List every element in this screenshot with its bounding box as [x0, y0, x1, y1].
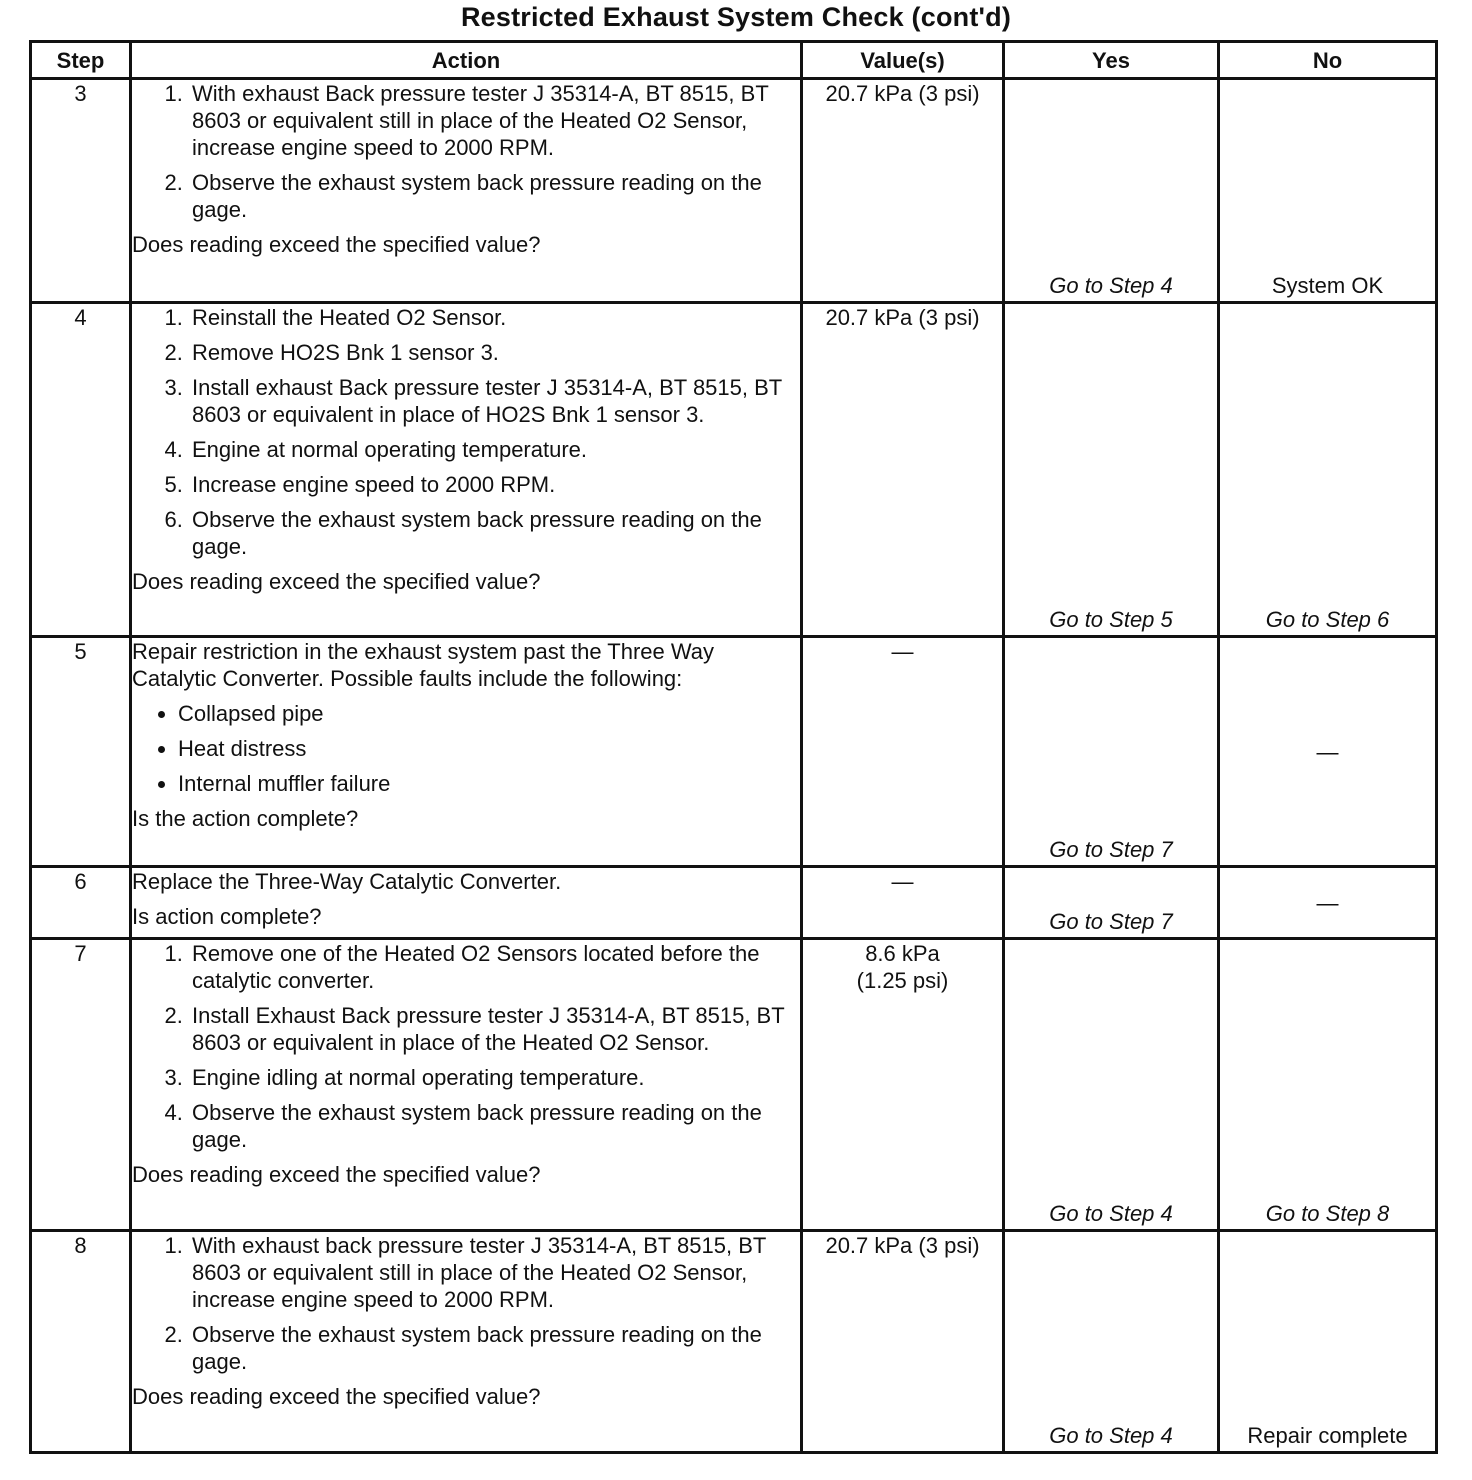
action-cell: [131, 79, 802, 303]
action-cell: [131, 303, 802, 637]
table-row: [31, 939, 1437, 1231]
no-cell: [1219, 303, 1437, 637]
yes-result: Go to Step 7: [1049, 909, 1173, 934]
fault-list: [132, 700, 800, 797]
instruction-item: 3. Engine idling at normal operating temperature.: [189, 1064, 800, 1091]
table-row: [31, 1231, 1437, 1453]
action-text: Replace the Three-Way Catalytic Converter.: [132, 869, 562, 894]
value-cell: —: [802, 867, 1004, 939]
instruction-item: 5. Increase engine speed to 2000 RPM.: [189, 471, 800, 498]
instruction-list: [132, 940, 800, 1153]
no-result: Go to Step 6: [1265, 607, 1390, 632]
instruction-item: 4. Engine at normal operating temperature.: [189, 436, 800, 463]
action-cell: [131, 939, 802, 1231]
instruction-item: 2. Remove HO2S Bnk 1 sensor 3.: [189, 339, 800, 366]
question-text: Is the action complete?: [132, 806, 359, 831]
value-line: 8.6 kPa: [865, 941, 940, 966]
yes-result: Go to Step 4: [1049, 1423, 1173, 1448]
yes-result: Go to Step 4: [1049, 273, 1173, 298]
no-cell: [1219, 939, 1437, 1231]
step-number: 6: [31, 867, 131, 939]
fault-item: • Heat distress: [178, 735, 800, 762]
yes-cell: [1004, 867, 1219, 939]
action-cell: [131, 637, 802, 867]
instruction-item: 2. Observe the exhaust system back pressure reading on the gage.: [189, 1321, 800, 1375]
no-result: —: [1316, 890, 1339, 915]
step-number: 4: [31, 303, 131, 637]
yes-cell: [1004, 939, 1219, 1231]
instruction-item: 3. Install exhaust Back pressure tester J 35314-A, BT 8515, BT 8603 or equivalent in place of HO2S Bnk 1 sensor 3.: [189, 374, 800, 428]
table-row: [31, 79, 1437, 303]
value-cell: 20.7 kPa (3 psi): [802, 1231, 1004, 1453]
question-text: Does reading exceed the specified value?: [132, 1162, 541, 1187]
yes-cell: [1004, 637, 1219, 867]
instruction-list: [132, 1232, 800, 1375]
question-text: Does reading exceed the specified value?: [132, 1384, 541, 1409]
instruction-list: [132, 80, 800, 223]
table-row: [31, 303, 1437, 637]
question-text: Does reading exceed the specified value?: [132, 232, 541, 257]
no-cell: [1219, 1231, 1437, 1453]
table-row: [31, 637, 1437, 867]
instruction-item: 2. Install Exhaust Back pressure tester J 35314-A, BT 8515, BT 8603 or equivalent in place of the Heated O2 Sensor.: [189, 1002, 800, 1056]
value-cell: [802, 939, 1004, 1231]
table-row: [31, 867, 1437, 939]
instruction-item: 1. With exhaust back pressure tester J 35314-A, BT 8515, BT 8603 or equivalent still in place of the Heated O2 Sensor, increase engine speed to 2000 RPM.: [189, 1232, 800, 1313]
instruction-item: 2. Observe the exhaust system back pressure reading on the gage.: [189, 169, 800, 223]
header-step: Step: [31, 42, 131, 79]
instruction-item: 4. Observe the exhaust system back pressure reading on the gage.: [189, 1099, 800, 1153]
page-title: Restricted Exhaust System Check (cont'd): [460, 2, 1012, 32]
instruction-item: 6. Observe the exhaust system back pressure reading on the gage.: [189, 506, 800, 560]
instruction-list: [132, 304, 800, 560]
yes-result: Go to Step 4: [1049, 1201, 1173, 1226]
yes-cell: [1004, 79, 1219, 303]
no-result: Repair complete: [1247, 1423, 1408, 1448]
header-action: Action: [131, 42, 802, 79]
yes-cell: [1004, 303, 1219, 637]
yes-result: Go to Step 5: [1049, 607, 1173, 632]
instruction-item: 1. Remove one of the Heated O2 Sensors located before the catalytic converter.: [189, 940, 800, 994]
action-text: Repair restriction in the exhaust system past the Three Way Catalytic Converter. Possible faults include the following:: [132, 639, 715, 691]
header-no: No: [1219, 42, 1437, 79]
value-cell: 20.7 kPa (3 psi): [802, 303, 1004, 637]
diagnostic-table: [29, 40, 1438, 1454]
instruction-item: 1. Reinstall the Heated O2 Sensor.: [189, 304, 800, 331]
step-number: 7: [31, 939, 131, 1231]
action-cell: [131, 1231, 802, 1453]
value-line: (1.25 psi): [856, 968, 949, 993]
no-result: —: [1316, 739, 1339, 764]
header-row: [31, 42, 1437, 79]
fault-item: • Internal muffler failure: [178, 770, 800, 797]
instruction-item: 1. With exhaust Back pressure tester J 35314-A, BT 8515, BT 8603 or equivalent still in place of the Heated O2 Sensor, increase engine speed to 2000 RPM.: [189, 80, 800, 161]
value-cell: —: [802, 637, 1004, 867]
no-cell: [1219, 867, 1437, 939]
question-text: Does reading exceed the specified value?: [132, 569, 541, 594]
yes-result: Go to Step 7: [1049, 837, 1173, 862]
step-number: 3: [31, 79, 131, 303]
no-result: System OK: [1271, 273, 1384, 298]
no-result: Go to Step 8: [1265, 1201, 1390, 1226]
step-number: 8: [31, 1231, 131, 1453]
header-yes: Yes: [1004, 42, 1219, 79]
question-text: Is action complete?: [132, 904, 322, 929]
yes-cell: [1004, 1231, 1219, 1453]
step-number: 5: [31, 637, 131, 867]
action-cell: [131, 867, 802, 939]
fault-item: • Collapsed pipe: [178, 700, 800, 727]
value-cell: 20.7 kPa (3 psi): [802, 79, 1004, 303]
header-values: Value(s): [802, 42, 1004, 79]
no-cell: [1219, 79, 1437, 303]
no-cell: [1219, 637, 1437, 867]
